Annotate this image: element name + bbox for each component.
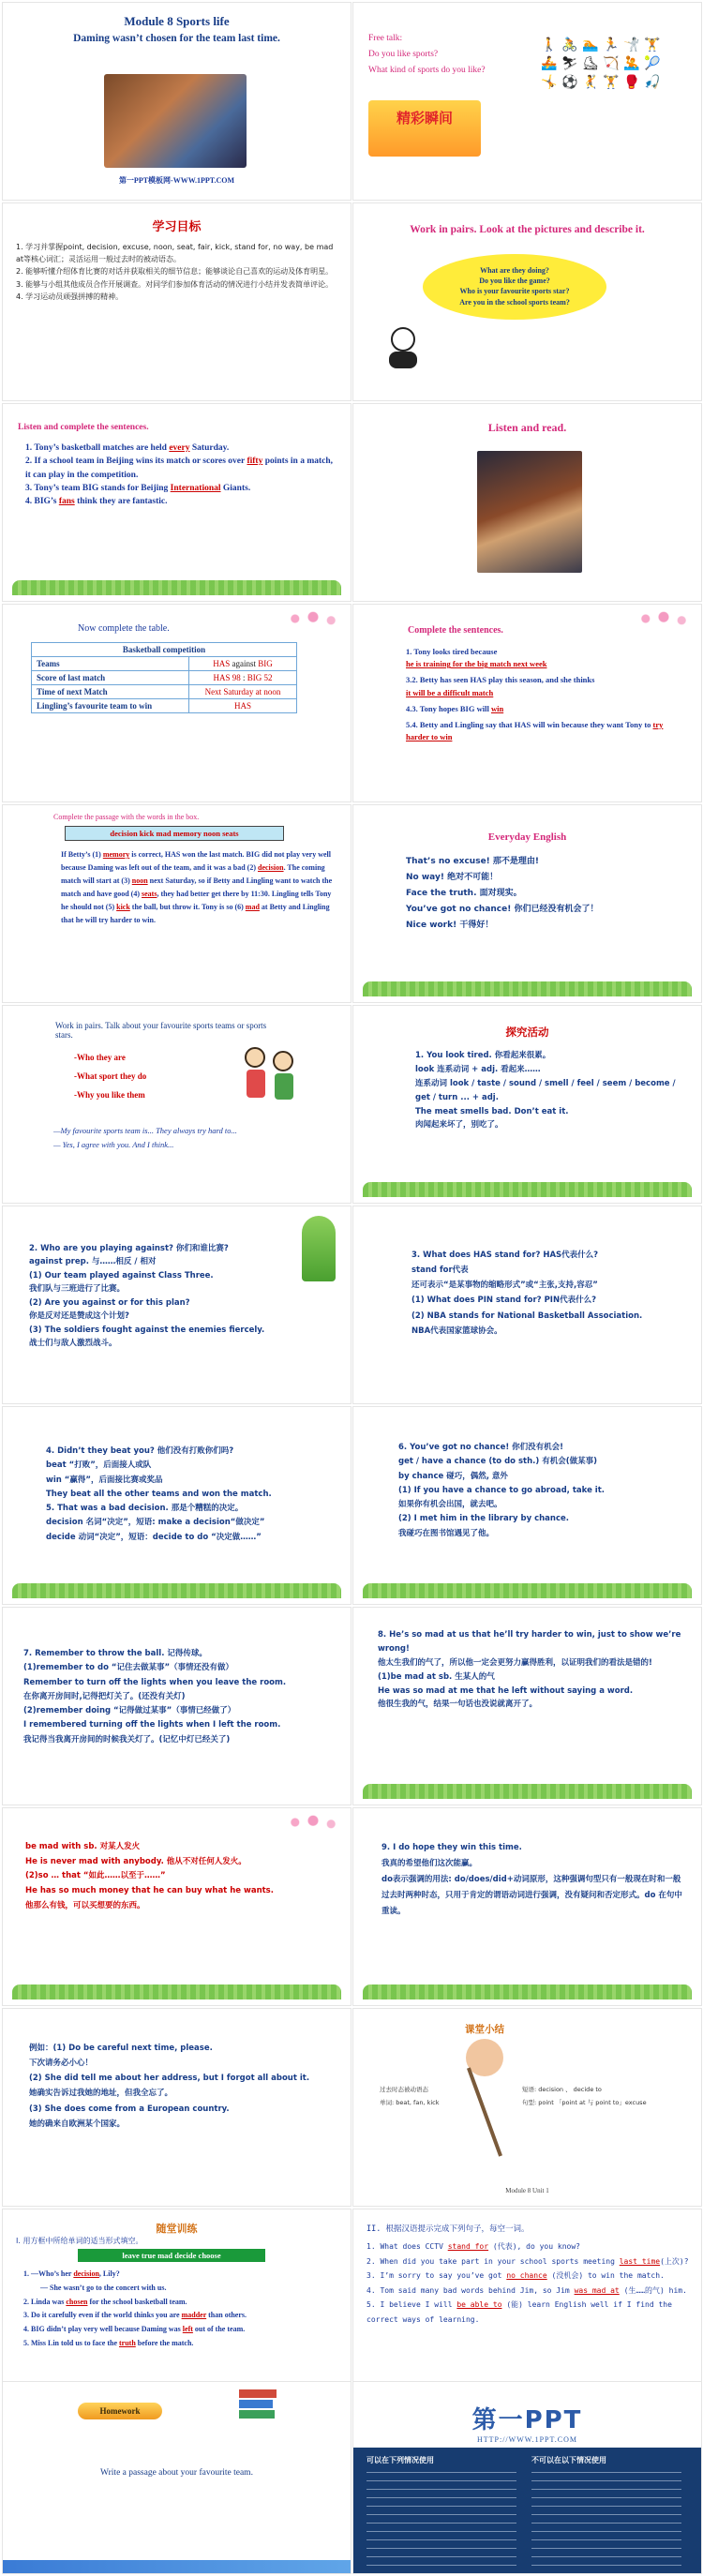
beat-line-3: win “赢得”，后面接比赛或奖品 bbox=[46, 1475, 163, 1485]
madwith-line-2: He is never mad with anybody. 他从不对任何人发火。 bbox=[25, 1856, 247, 1866]
listen-read-title: Listen and read. bbox=[487, 421, 567, 434]
dive-icon: 🤽 bbox=[623, 57, 640, 71]
example-line-1: 例如：(1) Do be careful next time, please. bbox=[29, 2044, 213, 2053]
remember-line-3: Remember to turn off the lights when you leave the room. bbox=[23, 1677, 287, 1687]
passage-body: If Betty’s (1) memory is correct, HAS won the last match. BIG did not play very well because Daming was left out of the team, and it was a bad (2) decision. The coming match will start at (3) noon next Saturday, so if Betty and Lingling want to watch the match and have good (4) seats, they had better get there by 11:30. Lingling tells Tony he should not (5) kick the ball, but throw it. Tony is so (6) mad at Betty and Lingling that he will try harder to win. bbox=[61, 850, 333, 924]
madwith-line-4: He has so much money that he can buy what he wants. bbox=[25, 1886, 274, 1896]
walk-icon: 🚶 bbox=[541, 38, 558, 52]
chance-line-4: (1) If you have a chance to go abroad, take it. bbox=[398, 1485, 605, 1495]
bike-icon: 🚴 bbox=[561, 38, 578, 52]
beat-line-5: 5. That was a bad decision. 那是个糟糕的决定。 bbox=[46, 1504, 244, 1514]
standfor-line-5: (2) NBA stands for National Basketball Association. bbox=[411, 1310, 643, 1321]
slide-21-examples bbox=[2, 2008, 352, 2207]
slide-3-objectives bbox=[2, 202, 352, 401]
brand-url: HTTP://WWW.1PPT.COM bbox=[476, 2435, 577, 2444]
question-2: What kind of sports do you like? bbox=[368, 66, 486, 76]
slide-7-table bbox=[2, 604, 352, 802]
objective-4: 4. 学习运动员顽强拼搏的精神。 bbox=[16, 292, 124, 301]
row-icon: 🚣 bbox=[541, 57, 558, 71]
bubble-line-2: Do you like the game? bbox=[479, 277, 550, 286]
competition-table bbox=[31, 642, 297, 713]
bullet-what: -What sport they do bbox=[74, 1071, 147, 1081]
beat-line-4: They beat all the other teams and won the match. bbox=[46, 1489, 272, 1499]
phrase-3: Face the truth. 面对现实。 bbox=[406, 889, 522, 899]
example-1: —My favourite sports team is... They always try hard to... bbox=[53, 1126, 237, 1135]
remember-line-5: (2)remember doing “记得做过某事”（事情已经做了） bbox=[23, 1706, 236, 1716]
phrase-1: That’s no excuse! 那不是理由! bbox=[406, 857, 540, 866]
blossom-decoration bbox=[283, 610, 343, 627]
bubble-line-3: Who is your favourite sports star? bbox=[459, 287, 570, 296]
example-line-3: (2) She did tell me about her address, but I forgot all about it. bbox=[29, 2074, 310, 2084]
ball-icon: ⚽ bbox=[561, 76, 578, 90]
translate-line-2: 2. When did you take part in your school sports meeting last time(上次)? bbox=[366, 2256, 689, 2266]
mad-line-5: 他很生我的气，结果一句话也没说就离开了。 bbox=[378, 1700, 538, 1710]
against-line-3: (1) Our team played against Class Three. bbox=[29, 1270, 214, 1281]
explore-line-2: look 连系动词 + adj. 看起来…… bbox=[415, 1064, 541, 1074]
practice-line-3: 3. Do it carefully even if the world thinks you are madder than others. bbox=[23, 2311, 247, 2320]
mad-line-4: He was so mad at me that he left without saying a word. bbox=[378, 1685, 634, 1696]
standfor-line-1: 3. What does HAS stand for? HAS代表什么? bbox=[411, 1251, 599, 1260]
talk-title: Work in pairs. Talk about your favourite sports teams or sports stars. bbox=[55, 1021, 267, 1040]
skate-icon: ⛸ bbox=[582, 57, 599, 71]
objective-2: 2. 能够听懂介绍体育比赛的对话并获取相关的细节信息；能够谈论自己喜欢的运动及体育明星。 bbox=[16, 267, 334, 277]
module-title: Module 8 Sports life bbox=[124, 14, 230, 28]
chance-line-5: 如果你有机会出国，就去吧。 bbox=[398, 1500, 502, 1510]
against-line-8: 战士们与敌人激烈战斗。 bbox=[29, 1339, 117, 1349]
practice-line-4: 4. BIG didn’t play very well because Daming was left out of the team. bbox=[23, 2325, 246, 2334]
mad-line-2: 他太生我们的气了，所以他一定会更努力赢得胜利，以证明我们的看法是错的! bbox=[378, 1657, 652, 1668]
complete-line-1: 1. Tony looks tired because he is training for the big match next week bbox=[406, 647, 547, 669]
practice-title: 随堂训练 bbox=[156, 2223, 198, 2235]
bubble-line-4: Are you in the school sports team? bbox=[459, 297, 570, 307]
table-row: Lingling’s favourite team to win HAS bbox=[32, 699, 297, 713]
panda-image bbox=[387, 327, 419, 370]
run-icon: 🏃 bbox=[603, 38, 620, 52]
translate-title: II. 根据汉语提示完成下列句子，每空一词。 bbox=[366, 2224, 530, 2234]
summary-title: 课堂小结 bbox=[465, 2024, 504, 2035]
ski-icon: ⛷ bbox=[561, 57, 578, 71]
slide-6-listen-read bbox=[352, 403, 702, 602]
slide-24-translate bbox=[352, 2209, 702, 2407]
slide-15-beat-win bbox=[2, 1406, 352, 1605]
table-row: Score of last match HAS 98 : BIG 52 bbox=[32, 671, 297, 685]
remember-line-1: 7. Remember to throw the ball. 记得传球。 bbox=[23, 1649, 207, 1658]
explore-line-3: 连系动词 look / taste / sound / smell / feel / seem / become / get / turn ... + adj. bbox=[415, 1078, 676, 1102]
emphasis-line-2: 我真的希望他们这次能赢。 bbox=[381, 1859, 478, 1868]
table-title: Now complete the table. bbox=[78, 623, 170, 634]
sports-banner-image bbox=[368, 100, 481, 157]
chance-line-7: 我碰巧在图书馆遇见了他。 bbox=[398, 1528, 495, 1538]
against-line-5: (2) Are you against or for this plan? bbox=[29, 1297, 190, 1308]
example-line-5: (3) She does come from a European country. bbox=[29, 2104, 230, 2114]
summary-pointer bbox=[467, 2067, 502, 2156]
against-line-1: 2. Who are you playing against? 你们和谁比赛? bbox=[29, 1244, 229, 1253]
slide-22-summary bbox=[352, 2008, 702, 2207]
practice-line-5: 5. Miss Lin told us to face the truth before the match. bbox=[23, 2338, 194, 2347]
footer-bar bbox=[3, 2560, 351, 2573]
example-line-4: 她确实告诉过我她的地址，但我全忘了。 bbox=[29, 2089, 173, 2099]
forbidden-list bbox=[531, 2472, 681, 2566]
use-allowed-title: 可以在下列情况使用 bbox=[366, 2456, 434, 2464]
explore-line-1: 1. You look tired. 你看起来很累。 bbox=[415, 1051, 551, 1060]
emphasis-line-3: do表示强调的用法: do/does/did+动词原形，这种强调句型只有一般现在时和一般过去时两种时态，只用于肯定的谓语动词进行强调，没有疑问和否定形式。do 在句中重读。 bbox=[381, 1875, 682, 1916]
explore-line-5: 肉闻起来坏了，别吃了。 bbox=[415, 1120, 503, 1131]
madwith-line-1: be mad with sb. 对某人发火 bbox=[25, 1842, 141, 1851]
complete-line-4: 5.4. Betty and Lingling say that HAS will win because they want Tony to try harder to win bbox=[406, 719, 664, 742]
summary-footer: Module 8 Unit 1 bbox=[505, 2187, 549, 2194]
books-image bbox=[239, 2389, 277, 2423]
remember-line-4: 在你离开房间时,记得把灯关了。(还没有关灯) bbox=[23, 1691, 186, 1701]
beat-line-1: 4. Didn’t they beat you? 他们没有打败你们吗? bbox=[46, 1446, 234, 1456]
plant-decoration bbox=[302, 1216, 336, 1281]
summary-item-1: 过去时态被动语态 bbox=[380, 2086, 428, 2093]
remember-line-6: I remembered turning off the lights when I left the room. bbox=[23, 1720, 281, 1730]
standfor-line-3: 还可表示“是某事物的缩略形式”或“主张,支持,容忍” bbox=[411, 1281, 598, 1291]
slide-26-brand bbox=[352, 2381, 702, 2574]
phrase-2: No way! 绝对不可能！ bbox=[406, 873, 499, 883]
madwith-line-3: (2)so … that “如此……以至于……” bbox=[25, 1871, 166, 1881]
grass-decoration bbox=[363, 1583, 692, 1598]
explore-line-4: The meat smells bad. Don’t eat it. bbox=[415, 1106, 569, 1116]
fence-icon: 🤺 bbox=[623, 38, 640, 52]
explore-title: 探究活动 bbox=[505, 1026, 549, 1039]
bow-icon: 🏹 bbox=[603, 57, 620, 71]
phrase-5: Nice work! 干得好！ bbox=[406, 921, 494, 931]
slide-1-title bbox=[2, 2, 352, 201]
box-icon: 🥊 bbox=[623, 76, 640, 90]
slide-9-passage bbox=[2, 804, 352, 1003]
table-row: Teams HAS against BIG bbox=[32, 657, 297, 671]
brand-logo: 第一PPT bbox=[471, 2406, 583, 2434]
against-line-4: 我们队与三班进行了比赛。 bbox=[29, 1284, 126, 1295]
homework-badge: Homework bbox=[78, 2403, 162, 2419]
objective-3: 3. 能够与小组其他成员合作开展调查。对同学们参加体育活动的情况进行小结并发表简单评论。 bbox=[16, 279, 334, 289]
complete-line-3: 4.3. Tony hopes BIG will win bbox=[406, 703, 504, 713]
practice-line-1b: — She wasn’t go to the concert with us. bbox=[40, 2283, 167, 2292]
slide-14-stand-for bbox=[352, 1206, 702, 1404]
objectives-title: 学习目标 bbox=[152, 220, 202, 234]
table-row: Time of next Match Next Saturday at noon bbox=[32, 685, 297, 699]
slide-20-do-emphasis bbox=[352, 1807, 702, 2006]
pairs-title: Work in pairs. Look at the pictures and describe it. bbox=[410, 224, 645, 235]
jump-icon: 🤾 bbox=[582, 76, 599, 90]
slide-8-complete-sentences bbox=[352, 604, 702, 802]
chance-line-2: get / have a chance (to do sth.) 有机会(做某事) bbox=[398, 1457, 597, 1467]
brand-block bbox=[353, 2401, 701, 2444]
sentence-4: 4. BIG’s fans think they are fantastic. bbox=[25, 497, 168, 506]
bullet-who: -Who they are bbox=[74, 1053, 126, 1062]
word-box: decision kick mad memory noon seats bbox=[65, 826, 284, 841]
kids-image bbox=[241, 1047, 297, 1103]
sentence-3: 3. Tony’s team BIG stands for Beijing International Giants. bbox=[25, 483, 251, 493]
question-1: Do you like sports? bbox=[368, 50, 439, 60]
bullet-why: -Why you like them bbox=[74, 1089, 145, 1100]
standfor-line-2: stand for代表 bbox=[411, 1266, 469, 1276]
summary-item-3: 短语: decision 、 decide to bbox=[522, 2086, 602, 2093]
slide-5-listen-complete bbox=[2, 403, 352, 602]
example-line-6: 她的确来自欧洲某个国家。 bbox=[29, 2119, 126, 2129]
summary-item-2: 单词: beat, fan, kick bbox=[380, 2098, 440, 2106]
summary-item-4: 句型: point 「point at 与 point to」excuse bbox=[522, 2098, 647, 2106]
slide-17-remember bbox=[2, 1607, 352, 1805]
slide-12-explore bbox=[352, 1005, 702, 1204]
swim-icon: 🏊 bbox=[582, 38, 599, 52]
passage-title: Complete the passage with the words in the box. bbox=[53, 813, 200, 821]
slide-4-pairs bbox=[352, 202, 702, 401]
slide-10-everyday-english bbox=[352, 804, 702, 1003]
mad-line-3: (1)be mad at sb. 生某人的气 bbox=[378, 1671, 495, 1682]
phrase-4: You’ve got no chance! 你们已经没有机会了！ bbox=[406, 905, 599, 915]
beat-line-2: beat “打败”，后面接人或队 bbox=[46, 1460, 152, 1471]
against-line-6: 你是反对还是赞成这个计划? bbox=[29, 1311, 129, 1322]
slide-2-free-talk bbox=[352, 2, 702, 201]
allowed-list bbox=[366, 2472, 516, 2566]
free-talk-label: Free talk: bbox=[368, 34, 403, 43]
grass-decoration bbox=[363, 1984, 692, 1999]
complete-line-2: 3.2. Betty has seen HAS play this season, and she thinks it will be a difficult match bbox=[406, 675, 595, 697]
practice-line-1: 1. —Who’s her decision, Lily? bbox=[23, 2269, 120, 2278]
fish-icon: 🎣 bbox=[644, 76, 661, 90]
slide-16-chance bbox=[352, 1406, 702, 1605]
complete-title: Complete the sentences. bbox=[408, 625, 503, 636]
translate-line-4: 4. Tom said many bad words behind Jim, so Jim was mad at (生……的气) him. bbox=[366, 2285, 687, 2295]
brand-info-panel bbox=[353, 2448, 701, 2573]
sports-collage-image bbox=[104, 74, 247, 168]
chance-line-1: 6. You’ve got no chance! 你们没有机会! bbox=[398, 1443, 564, 1452]
madwith-line-5: 他那么有钱，可以买想要的东西。 bbox=[25, 1900, 145, 1910]
standfor-line-4: (1) What does PIN stand for? PIN代表什么? bbox=[411, 1295, 597, 1306]
standfor-line-6: NBA代表国家篮球协会。 bbox=[411, 1325, 502, 1336]
slide-13-against bbox=[2, 1206, 352, 1404]
slide-11-talk bbox=[2, 1005, 352, 1204]
grass-decoration bbox=[12, 1583, 341, 1598]
banner-text: 精彩瞬间 bbox=[396, 110, 453, 127]
listen-title: Listen and complete the sentences. bbox=[18, 423, 149, 432]
slide-18-mad-at bbox=[352, 1607, 702, 1805]
use-forbidden-title: 不可以在以下情况使用 bbox=[531, 2456, 606, 2464]
tennis-icon: 🎾 bbox=[644, 57, 661, 71]
slide-23-practice bbox=[2, 2209, 352, 2407]
sentence-2: 2. If a school team in Beijing wins its match or scores over fifty points in a match, it can play in the competition. bbox=[25, 457, 334, 480]
grass-decoration bbox=[12, 1984, 341, 1999]
slide-25-homework bbox=[2, 2381, 352, 2574]
sentence-1: 1. Tony’s basketball matches are held every Saturday. bbox=[25, 443, 230, 453]
slide-19-mad-with bbox=[2, 1807, 352, 2006]
dumbbell-icon: 🏋 bbox=[644, 38, 661, 52]
translate-line-5: 5. I believe I will be able to (能) learn English well if I find the correct ways of learning. bbox=[366, 2300, 672, 2324]
footer-text: 第一PPT模板网-WWW.1PPT.COM bbox=[118, 176, 235, 185]
translate-line-1: 1. What does CCTV stand for (代表), do you know? bbox=[366, 2242, 580, 2251]
blossom-decoration bbox=[283, 1814, 343, 1831]
objective-1: 1. 学习并掌握point, decision, excuse, noon, seat, fair, kick, stand for, no way, be mad at等核心词汇；灵活运用一般过去时的被动语态。 bbox=[16, 243, 334, 264]
mad-line-1: 8. He’s so mad at us that he’ll try harder to win, just to show we’re wrong! bbox=[378, 1630, 681, 1654]
emphasis-line-1: 9. I do hope they win this time. bbox=[381, 1843, 522, 1852]
remember-line-2: (1)remember to do “记住去做某事”（事情还没有做） bbox=[23, 1663, 234, 1673]
against-line-2: against prep. 与……相反 / 相对 bbox=[29, 1257, 157, 1267]
blossom-decoration bbox=[634, 610, 694, 627]
bubble-line-1: What are they doing? bbox=[480, 266, 549, 275]
homework-text: Write a passage about your favourite team. bbox=[100, 2468, 253, 2478]
beat-line-6: decision 名词“决定”，短语: make a decision“做决定” bbox=[46, 1518, 265, 1528]
beat-line-7: decide 动词“决定”，短语：decide to do “决定做……” bbox=[46, 1532, 262, 1542]
translate-line-3: 3. I’m sorry to say you’ve got no chance (没机会) to win the match. bbox=[366, 2271, 665, 2281]
practice-instruction: I. 用方框中所给单词的适当形式填空。 bbox=[16, 2237, 143, 2245]
speech-bubble bbox=[423, 254, 606, 320]
lesson-subtitle: Daming wasn’t chosen for the team last time. bbox=[73, 33, 280, 44]
grass-decoration bbox=[363, 1784, 692, 1799]
grass-decoration bbox=[363, 1182, 692, 1197]
grass-decoration bbox=[363, 981, 692, 996]
basketball-photo bbox=[477, 451, 582, 573]
remember-line-7: 我记得当我离开房间的时候我关灯了。(记忆中灯已经关了) bbox=[23, 1734, 231, 1745]
example-line-2: 下次请务必小心！ bbox=[29, 2059, 94, 2069]
table-caption: Basketball competition bbox=[32, 643, 297, 657]
grass-decoration bbox=[12, 580, 341, 595]
everyday-title: Everyday English bbox=[487, 831, 567, 843]
weights-icon: 🏋 bbox=[603, 76, 620, 90]
example-2: — Yes, I agree with you. And I think... bbox=[53, 1140, 174, 1150]
chance-line-6: (2) I met him in the library by chance. bbox=[398, 1514, 569, 1524]
chance-line-3: by chance 碰巧，偶然, 意外 bbox=[398, 1471, 508, 1481]
practice-line-2: 2. Linda was chosen for the school basketball team. bbox=[23, 2297, 187, 2306]
practice-word-box: leave true mad decide choose bbox=[78, 2249, 265, 2262]
sports-icon-grid bbox=[541, 38, 659, 91]
gym-icon: 🤸 bbox=[541, 76, 558, 90]
against-line-7: (3) The soldiers fought against the enemies fiercely. bbox=[29, 1325, 265, 1335]
